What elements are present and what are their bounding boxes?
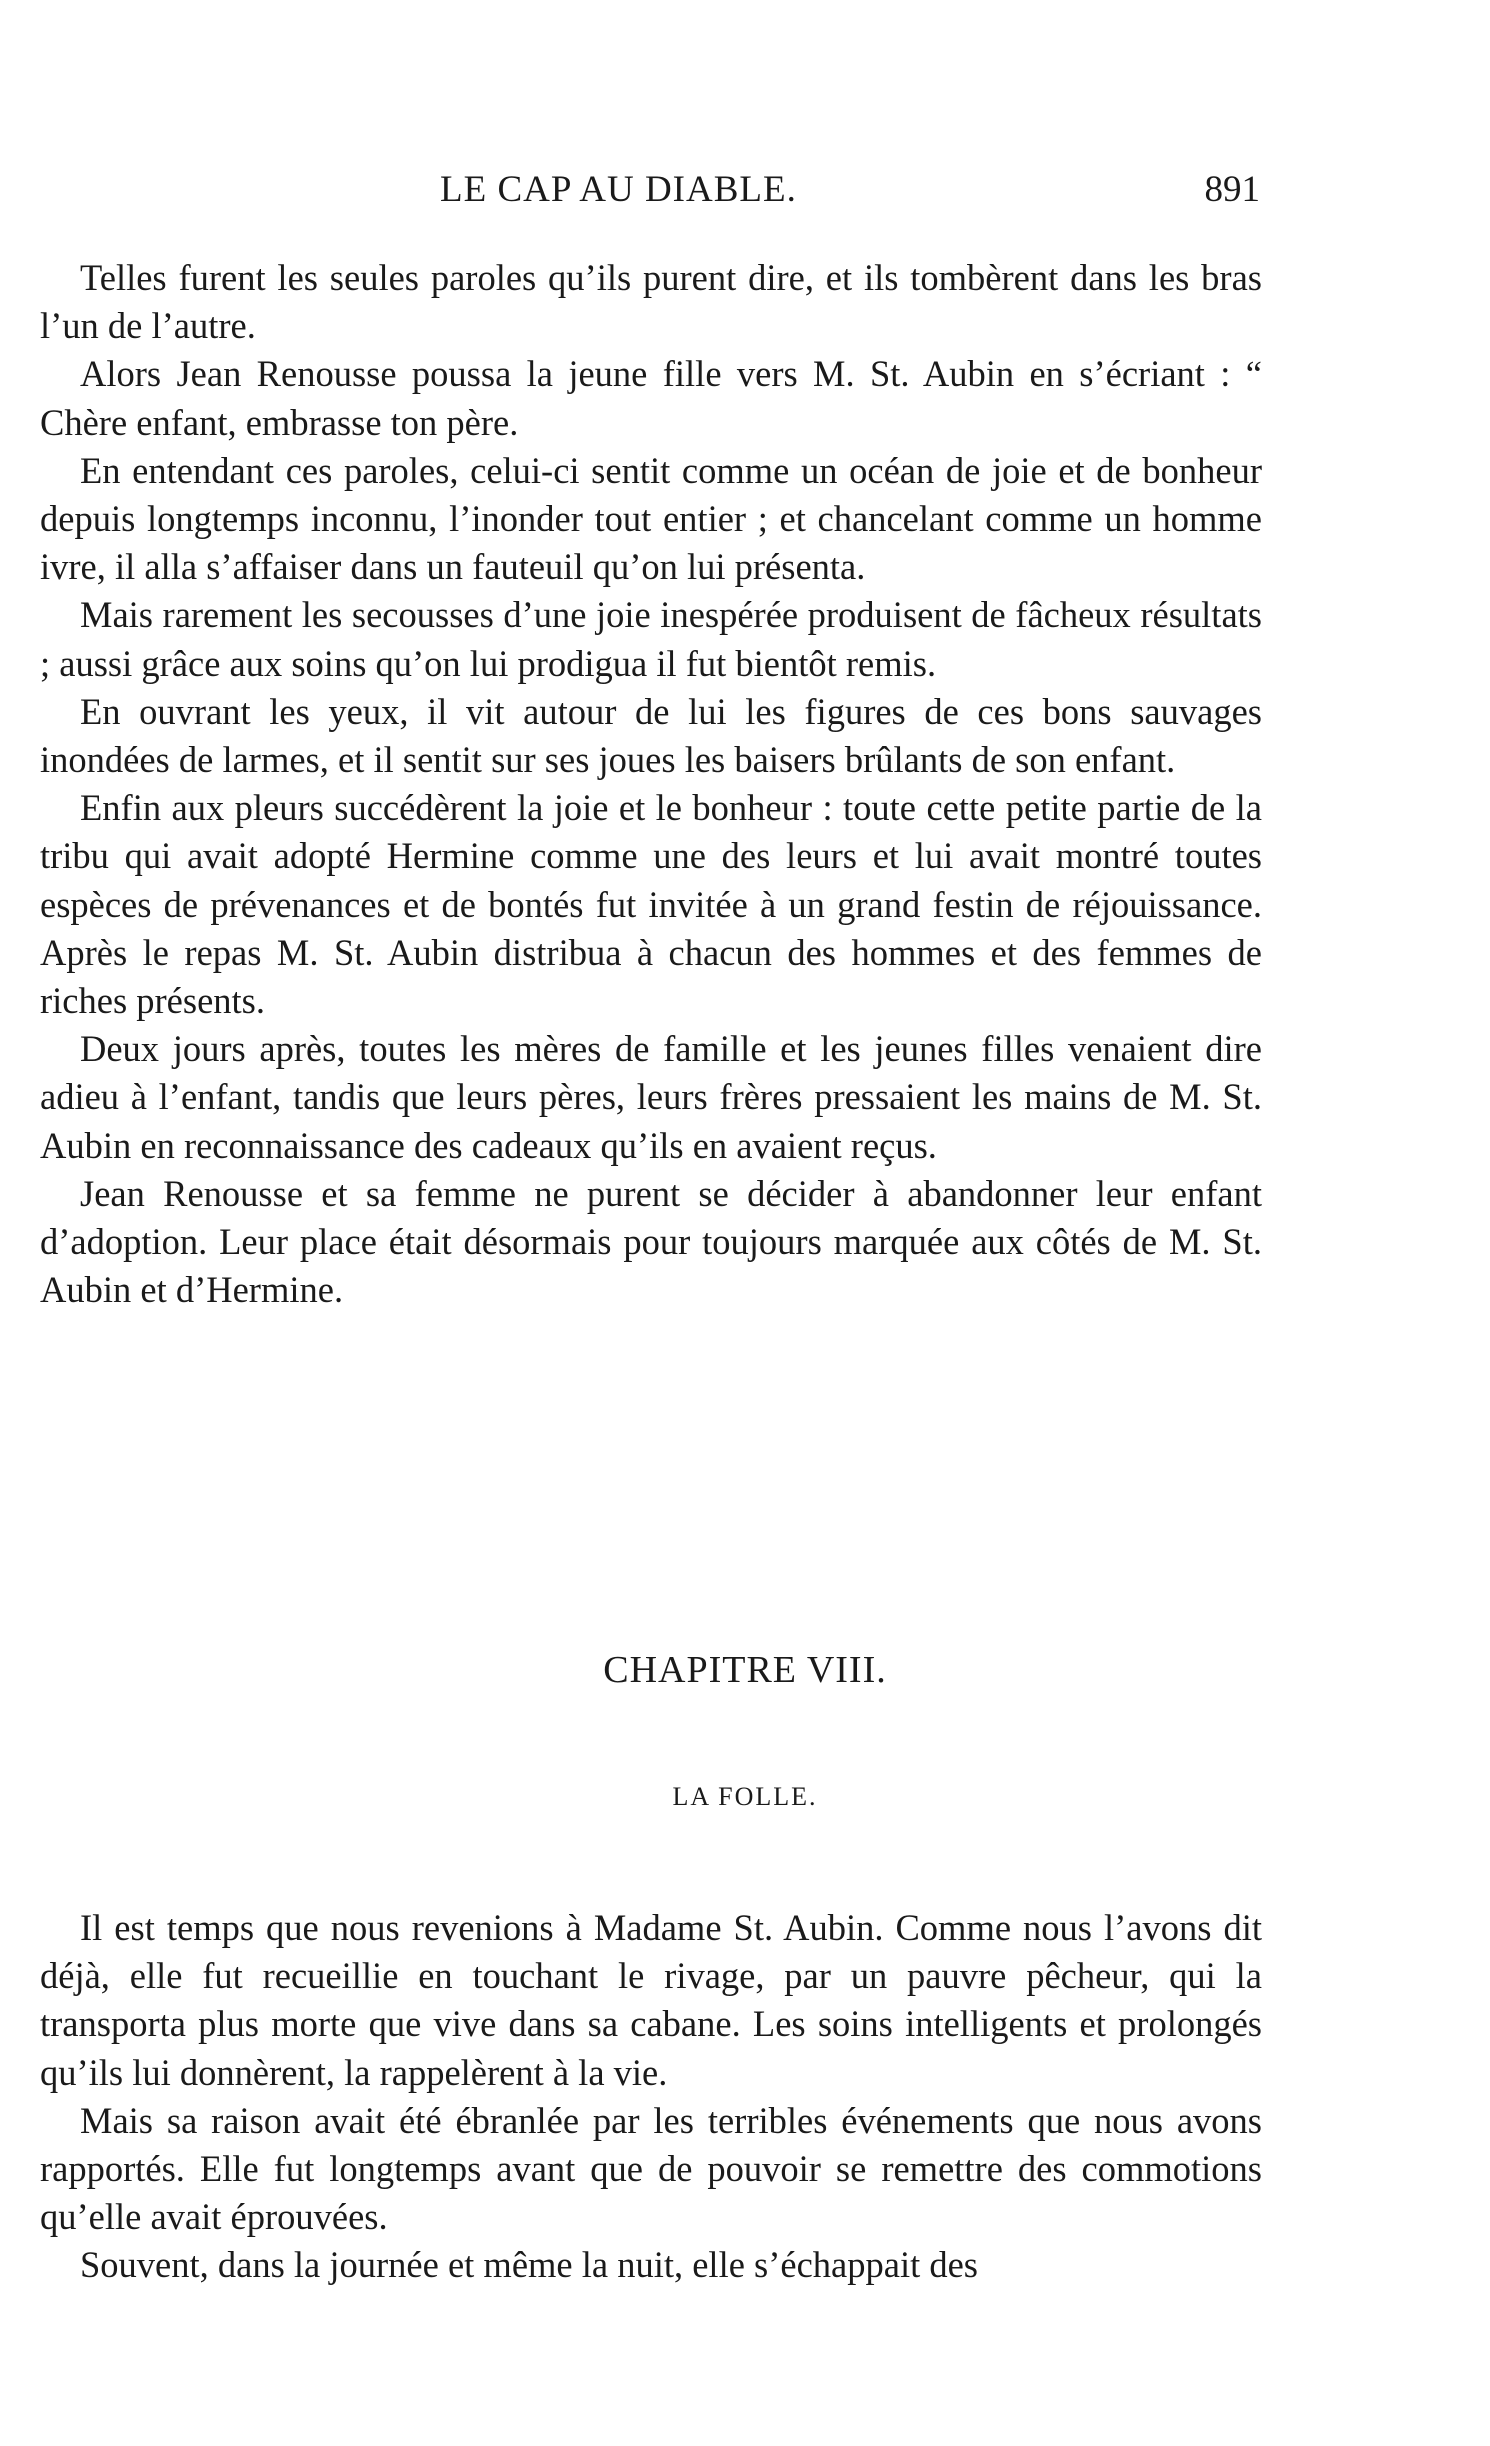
paragraph: Il est temps que nous revenions à Madame St. Aubin. Comme nous l’avons dit déjà, elle fut recueillie en touchant le rivage, par un pauvre pêcheur, qui la transporta plus morte que vive dans sa cabane. Les soins intelligents et prolongés qu’ils lui donnèrent, la rappelèrent à la vie.: [40, 1907, 1262, 2093]
running-title: LE CAP AU DIABLE.: [440, 169, 797, 210]
paragraph: Alors Jean Renousse poussa la jeune fille vers M. St. Aubin en s’écriant : “ Chère enfant, embrasse ton père.: [40, 353, 1262, 443]
chapter-subtitle: LA FOLLE.: [672, 1782, 818, 1811]
paragraph: Mais rarement les secousses d’une joie inespérée produisent de fâcheux résultats ; aussi grâce aux soins qu’on lui prodigua il fut bientôt remis.: [40, 594, 1262, 684]
page-header: [40, 168, 1260, 228]
section-after-chapter: [40, 1904, 1262, 2290]
chapter-title: CHAPITRE VIII.: [603, 1649, 887, 1691]
paragraph: En entendant ces paroles, celui-ci sentit comme un océan de joie et de bonheur depuis longtemps inconnu, l’inonder tout entier ; et chancelant comme un homme ivre, il alla s’affaiser dans un fauteuil qu’on lui présenta.: [40, 449, 1262, 588]
paragraph: Telles furent les seules paroles qu’ils purent dire, et ils tombèrent dans les bras l’un de l’autre.: [40, 257, 1262, 347]
paragraph: Enfin aux pleurs succédèrent la joie et le bonheur : toute cette petite partie de la tribu qui avait adopté Hermine comme une des leurs et lui avait montré toutes espèces de prévenances et de bontés fut invitée à un grand festin de réjouissance. Après le repas M. St. Aubin distribua à chacun des hommes et des femmes de riches présents.: [40, 787, 1262, 1022]
paragraph: En ouvrant les yeux, il vit autour de lui les figures de ces bons sauvages inondées de larmes, et il sentit sur ses joues les baisers brûlants de son enfant.: [40, 690, 1262, 781]
paragraph: Deux jours après, toutes les mères de famille et les jeunes filles venaient dire adieu à l’enfant, tandis que leurs pères, leurs frères pressaient les mains de M. St. Aubin en reconnaissance des cadeaux qu’ils en avaient reçus.: [40, 1028, 1262, 1166]
paragraph: Mais sa raison avait été ébranlée par les terribles événements que nous avons rapportés. Elle fut longtemps avant que de pouvoir se remettre des commotions qu’elle avait éprouvées.: [40, 2099, 1262, 2238]
paragraph: Jean Renousse et sa femme ne purent se décider à abandonner leur enfant d’adoption. Leur place était désormais pour toujours marquée aux côtés de M. St. Aubin et d’Hermine.: [40, 1172, 1262, 1311]
section-before-chapter: [40, 254, 1262, 1314]
page-number: 891: [1204, 169, 1260, 210]
paragraph: Souvent, dans la journée et même la nuit, elle s’échappait des: [80, 2244, 979, 2286]
